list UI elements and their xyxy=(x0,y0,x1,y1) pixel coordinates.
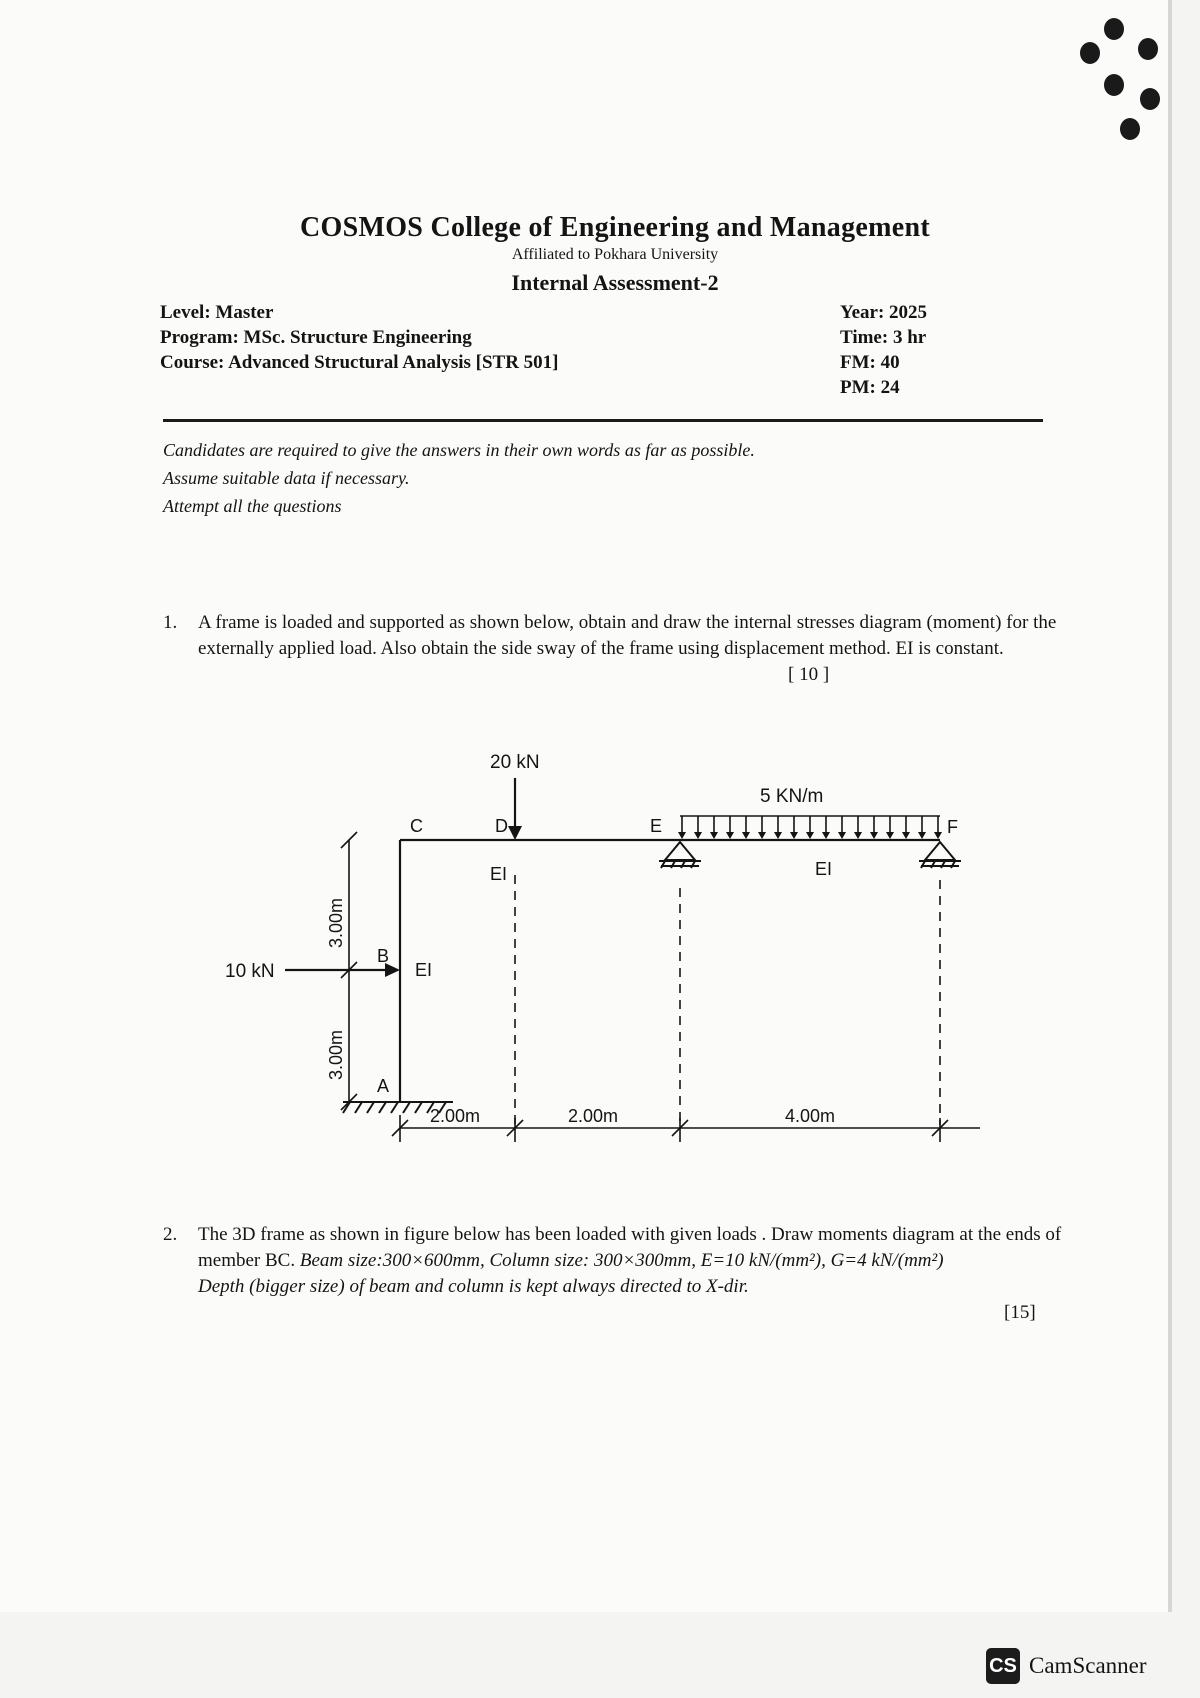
dim-bc: 3.00m xyxy=(326,897,346,948)
load-udl-label: 5 KN/m xyxy=(760,786,824,807)
camscanner-brand: CamScanner xyxy=(1029,1653,1147,1678)
page-edge xyxy=(1168,0,1172,1612)
node-b: B xyxy=(377,946,390,966)
exam-meta-right xyxy=(840,300,927,400)
dim-span-3: 4.00m xyxy=(785,1106,836,1126)
node-a: A xyxy=(377,1076,390,1096)
punch-holes-marks xyxy=(1060,10,1170,150)
full-marks: FM: 40 xyxy=(840,352,900,373)
frame-diagram xyxy=(225,730,1005,1190)
year: Year: 2025 xyxy=(840,302,928,323)
question-2-note: Depth (bigger size) of beam and column is kept always directed to X-dir. xyxy=(198,1276,749,1297)
ei-column: EI xyxy=(415,960,433,980)
load-b-label: 10 kN xyxy=(225,961,275,982)
point-load-20kn-arrow xyxy=(508,778,522,840)
dim-span-2: 2.00m xyxy=(568,1106,619,1126)
node-e: E xyxy=(650,816,663,836)
question-2-specs: Beam size:300×600mm, Column size: 300×300mm, E=10 kN/(mm²), G=4 kN/(mm²) xyxy=(299,1250,944,1271)
pin-support-e xyxy=(659,842,701,868)
dim-ab: 3.00m xyxy=(326,1029,346,1080)
question-2-marks: [15] xyxy=(1004,1302,1036,1323)
exam-meta-left xyxy=(160,300,559,375)
college-name: COSMOS College of Engineering and Management xyxy=(300,212,930,243)
pass-marks: PM: 24 xyxy=(840,377,900,398)
node-c: C xyxy=(410,816,423,836)
question-number: 1. xyxy=(163,612,178,633)
node-d: D xyxy=(495,816,508,836)
header-divider xyxy=(163,419,1043,422)
instruction-3: Attempt all the questions xyxy=(163,496,342,516)
question-text xyxy=(198,1222,1068,1323)
horizontal-dimension xyxy=(392,1115,980,1142)
question-2-text: The 3D frame as shown in figure below has been loaded with given loads . Draw moments diagram at the ends of member BC. xyxy=(198,1224,1062,1271)
instruction-1: Candidates are required to give the answers in their own words as far as possible. xyxy=(163,440,755,460)
node-f: F xyxy=(947,817,958,837)
affiliation: Affiliated to Pokhara University xyxy=(511,246,719,263)
load-d-label: 20 kN xyxy=(490,752,540,773)
time: Time: 3 hr xyxy=(840,327,927,348)
udl-arrows xyxy=(678,816,942,839)
camscanner-logo: CS xyxy=(986,1648,1020,1684)
course: Course: Advanced Structural Analysis [STR 501] xyxy=(160,352,559,373)
question-1-marks: [ 10 ] xyxy=(788,664,830,685)
level: Level: Master xyxy=(160,302,274,323)
dim-span-1: 2.00m xyxy=(430,1106,481,1126)
assessment-title: Internal Assessment-2 xyxy=(511,270,719,295)
instruction-2: Assume suitable data if necessary. xyxy=(163,468,410,488)
program: Program: MSc. Structure Engineering xyxy=(160,327,472,348)
instructions xyxy=(163,436,755,520)
question-text xyxy=(198,610,1068,685)
ei-beam-ef: EI xyxy=(815,859,833,879)
projection-lines xyxy=(515,875,940,1125)
pin-support-f xyxy=(919,842,961,868)
ei-beam-cd: EI xyxy=(490,864,508,884)
question-1-text: A frame is loaded and supported as shown below, obtain and draw the internal stresses diagram (moment) for the externally applied load. Also obtain the side sway of the frame using displacement method. EI is constant. xyxy=(198,612,1057,659)
question-number: 2. xyxy=(163,1224,178,1245)
